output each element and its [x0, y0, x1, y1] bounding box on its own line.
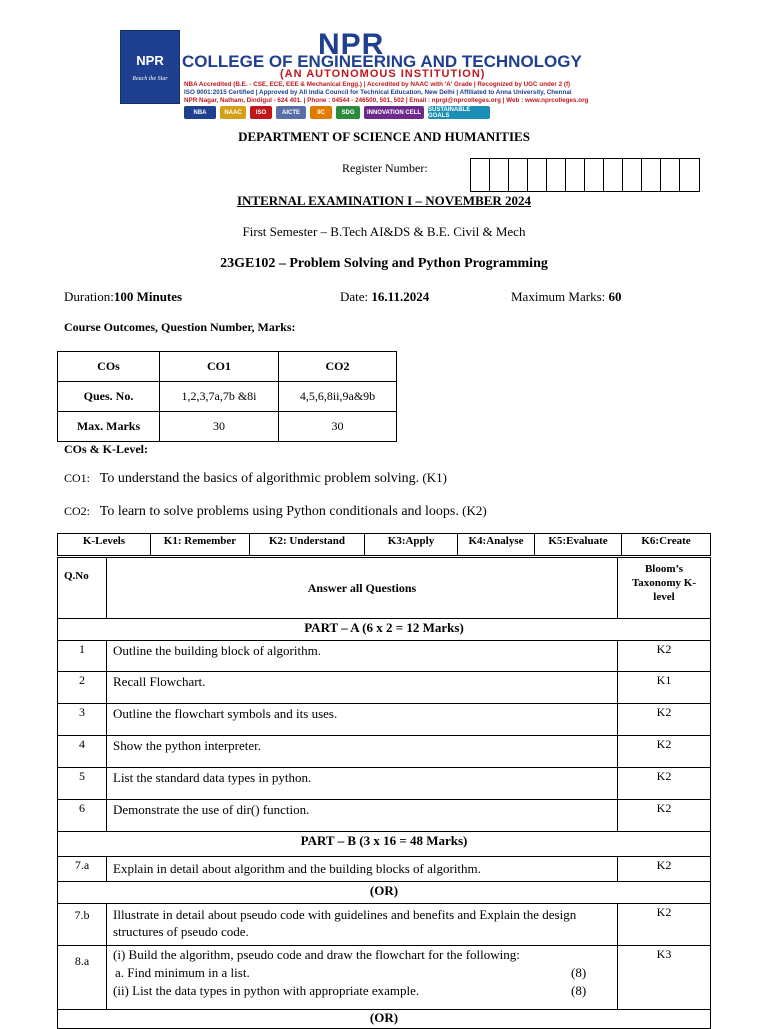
or-separator: (OR): [58, 882, 711, 904]
badge-iso: ISO: [250, 106, 272, 119]
co-cell: 1,2,3,7a,7b &8i: [160, 382, 279, 412]
logo-text: NPR: [136, 53, 164, 68]
badge-iic: IIC: [310, 106, 332, 119]
outcome-text: To learn to solve problems using Python conditionals and loops.: [99, 504, 459, 519]
co-cell: 30: [279, 412, 397, 442]
duration-label: Duration:: [64, 289, 114, 304]
question-number: 7.a: [58, 857, 107, 882]
badge-aicte: AICTE: [276, 106, 306, 119]
letterhead: [120, 28, 660, 122]
question-text: Demonstrate the use of dir() function.: [107, 800, 618, 832]
q8a-line-1: (i) Build the algorithm, pseudo code and draw the flowchart for the following:: [113, 947, 520, 962]
badge-naac: NAAC: [220, 106, 246, 119]
date-value: 16.11.2024: [371, 289, 430, 304]
logo-tagline: Reach the Star: [132, 76, 168, 82]
q8a-line-2-marks: (8): [571, 965, 587, 980]
co-row-label: Ques. No.: [58, 382, 160, 412]
question-number: 5: [58, 768, 107, 800]
register-label: Register Number:: [342, 161, 428, 175]
question-klevel: K2: [618, 904, 711, 946]
klevel-cell: K2: Understand: [250, 534, 365, 556]
question-text: Illustrate in detail about pseudo code with guidelines and benefits and Explain the design structures of pseudo code.: [107, 904, 618, 946]
question-klevel: K2: [618, 768, 711, 800]
question-klevel: K2: [618, 736, 711, 768]
question-number: 2: [58, 672, 107, 704]
marks-label: Maximum Marks:: [511, 289, 609, 304]
question-number: 8.a: [58, 946, 107, 1010]
question-text: [107, 946, 618, 1010]
co-header-co2: CO2: [279, 352, 397, 382]
accreditation-line-1: NBA Accredited (B.E. - CSE, ECE, EEE & Mechanical Engg.) | Accredited by NAAC with 'A' Grade | Recognized by UGC under 2 (f): [184, 81, 571, 88]
question-text: Outline the flowchart symbols and its uses.: [107, 704, 618, 736]
marks-value: 60: [608, 289, 622, 304]
badge-sdg: SDG: [336, 106, 360, 119]
outcome-co2: [64, 503, 487, 520]
klevel-cell: K3:Apply: [365, 534, 458, 556]
badge-nba: NBA: [184, 106, 216, 119]
brand-short: NPR: [318, 28, 385, 61]
department-title: DEPARTMENT OF SCIENCE AND HUMANITIES: [238, 129, 530, 144]
q8a-line-3-text: (ii) List the data types in python with appropriate example.: [113, 983, 420, 998]
header-blooms: Bloom’s Taxonomy K-level: [618, 558, 711, 619]
autonomous-label: (AN AUTONOMOUS INSTITUTION): [280, 68, 486, 80]
accreditation-line-3: NPR Nagar, Natham, Dindigul - 624 401. | Phone : 04544 - 246500, 501, 502 | Email : nprgi@nprcolleges.org | Web : www.nprcolleges.org: [184, 97, 589, 104]
question-number: 6: [58, 800, 107, 832]
outcome-code: CO2:: [64, 504, 91, 518]
college-name: COLLEGE OF ENGINEERING AND TECHNOLOGY: [182, 52, 582, 71]
question-number: 4: [58, 736, 107, 768]
question-klevel: K2: [618, 704, 711, 736]
klevel-cell: K-Levels: [58, 534, 151, 556]
q8a-line-3: [113, 982, 611, 1000]
outcome-level: (K2): [462, 503, 487, 518]
header-answer: Answer all Questions: [107, 558, 618, 619]
question-number: 7.b: [58, 904, 107, 946]
q8a-line-2: [113, 964, 611, 982]
header-qno: Q.No: [58, 558, 107, 619]
question-number: 1: [58, 641, 107, 672]
question-klevel: K2: [618, 857, 711, 882]
questions-body: [57, 557, 711, 1029]
question-table: [57, 533, 711, 556]
part-b-heading: PART – B (3 x 16 = 48 Marks): [58, 832, 711, 857]
co-cell: 4,5,6,8ii,9a&9b: [279, 382, 397, 412]
klevel-heading: COs & K-Level:: [64, 442, 148, 456]
course-outcome-table: [57, 351, 397, 442]
register-number-boxes[interactable]: [470, 158, 700, 192]
accreditation-line-2: ISO 9001:2015 Certified | Approved by All India Council for Technical Education, New Delhi | Affiliated to Anna University, Chennai: [184, 89, 572, 96]
question-klevel: K3: [618, 946, 711, 1010]
q8a-line-3-marks: (8): [571, 983, 587, 998]
badge-sustainable-goals: SUSTAINABLE GOALS: [428, 106, 490, 119]
co-cell: 30: [160, 412, 279, 442]
question-klevel: K2: [618, 641, 711, 672]
semester-line: First Semester – B.Tech AI&DS & B.E. Civil & Mech: [242, 224, 526, 239]
maximum-marks: [511, 289, 622, 305]
question-klevel: K2: [618, 800, 711, 832]
co-heading: Course Outcomes, Question Number, Marks:: [64, 320, 296, 334]
klevel-cell: K5:Evaluate: [535, 534, 622, 556]
badge-innovation-cell: INNOVATION CELL: [364, 106, 424, 119]
exam-title: INTERNAL EXAMINATION I – NOVEMBER 2024: [236, 193, 532, 208]
question-text: Explain in detail about algorithm and the building blocks of algorithm.: [107, 857, 618, 882]
accreditation-badges: [184, 106, 490, 119]
klevel-cell: K1: Remember: [151, 534, 250, 556]
co-header-cos: COs: [58, 352, 160, 382]
q8a-line-2-text: a. Find minimum in a list.: [115, 965, 250, 980]
date-label: Date:: [340, 289, 372, 304]
question-text: Recall Flowchart.: [107, 672, 618, 704]
or-separator: (OR): [58, 1010, 711, 1029]
question-text: List the standard data types in python.: [107, 768, 618, 800]
co-row-label: Max. Marks: [58, 412, 160, 442]
outcome-text: To understand the basics of algorithmic problem solving.: [99, 471, 420, 486]
outcome-level: (K1): [422, 470, 447, 485]
exam-date: [340, 289, 429, 305]
klevel-cell: K6:Create: [622, 534, 711, 556]
part-a-heading: PART – A (6 x 2 = 12 Marks): [58, 619, 711, 641]
question-klevel: K1: [618, 672, 711, 704]
outcome-co1: [64, 470, 447, 487]
question-text: Show the python interpreter.: [107, 736, 618, 768]
course-title: 23GE102 – Problem Solving and Python Programming: [220, 256, 548, 271]
co-header-co1: CO1: [160, 352, 279, 382]
question-text: Outline the building block of algorithm.: [107, 641, 618, 672]
klevel-cell: K4:Analyse: [458, 534, 535, 556]
duration-value: 100 Minutes: [113, 289, 183, 304]
question-number: 3: [58, 704, 107, 736]
duration: [64, 289, 182, 305]
college-logo: [120, 30, 180, 104]
outcome-code: CO1:: [64, 471, 91, 485]
